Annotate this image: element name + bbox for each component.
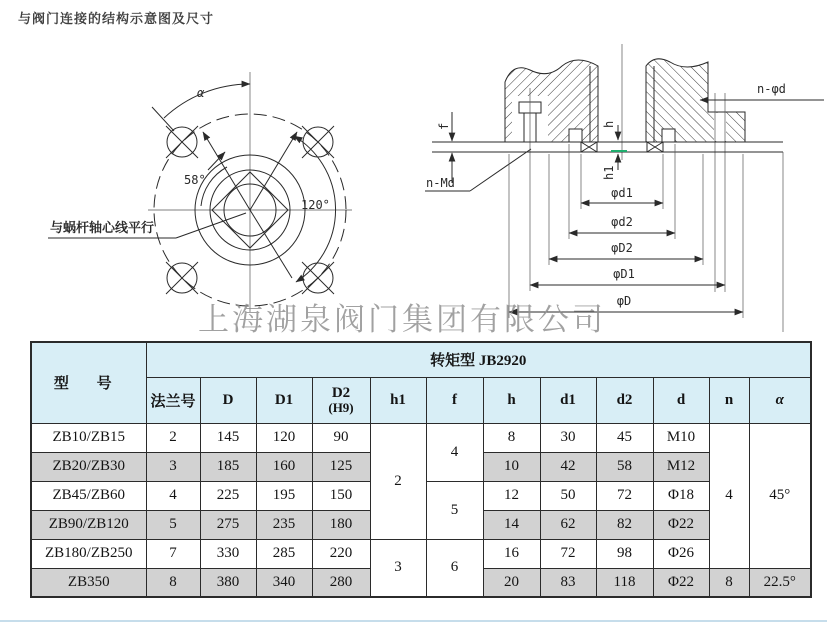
cell-D: 225: [200, 481, 256, 510]
angle-58-label: 58°: [184, 173, 206, 187]
cell-D: 185: [200, 452, 256, 481]
cell-d2: 98: [596, 539, 653, 568]
column-header-d2: d2: [596, 377, 653, 423]
column-header-flange-no: 法兰号: [146, 377, 200, 423]
n-phi-d-label: n-φd: [757, 82, 786, 96]
cell-h: 20: [483, 568, 540, 597]
cell-d2: 45: [596, 423, 653, 452]
worm-axis-note: 与蜗杆轴心线平行: [50, 220, 155, 235]
cell-d1: 30: [540, 423, 596, 452]
cell-h1-merged: 3: [370, 539, 426, 597]
cell-D1: 285: [256, 539, 312, 568]
cell-h: 10: [483, 452, 540, 481]
cell-model: ZB45/ZB60: [31, 481, 146, 510]
cell-D: 380: [200, 568, 256, 597]
cell-flange-no: 8: [146, 568, 200, 597]
table-row: [31, 539, 811, 568]
cell-d2: 72: [596, 481, 653, 510]
arc-alpha: [164, 84, 250, 118]
page-title: 与阀门连接的结构示意图及尺寸: [18, 11, 215, 26]
cell-flange-no: 7: [146, 539, 200, 568]
cell-model: ZB350: [31, 568, 146, 597]
cell-D: 330: [200, 539, 256, 568]
cell-D2: 280: [312, 568, 370, 597]
cell-h: 12: [483, 481, 540, 510]
dim-phi-D-label: φD: [616, 294, 632, 308]
cell-d: M12: [653, 452, 709, 481]
cell-f-merged: 4: [426, 423, 483, 481]
column-header-D: D: [200, 377, 256, 423]
cell-f-merged: 5: [426, 481, 483, 539]
cell-model: ZB20/ZB30: [31, 452, 146, 481]
cell-d1: 72: [540, 539, 596, 568]
cell-model: ZB90/ZB120: [31, 510, 146, 539]
column-header-model: 型 号: [31, 342, 146, 423]
cell-d: Φ22: [653, 510, 709, 539]
column-header-D2-main: D2: [331, 385, 351, 401]
cell-flange-no: 3: [146, 452, 200, 481]
n-Md-label: n-Md: [426, 176, 455, 190]
cell-d: Φ26: [653, 539, 709, 568]
column-header-h: h: [483, 377, 540, 423]
bolt-hole-icon: [166, 262, 198, 294]
alpha-angle-label: α: [197, 86, 205, 100]
cell-d1: 62: [540, 510, 596, 539]
column-header-n: n: [709, 377, 749, 423]
bolt-hole-icon: [302, 126, 334, 158]
column-header-D2: [312, 377, 370, 423]
cell-D2: 125: [312, 452, 370, 481]
cell-D1: 195: [256, 481, 312, 510]
dim-h-label: h: [602, 120, 616, 128]
cell-flange-no: 5: [146, 510, 200, 539]
company-watermark: 上海湖泉阀门集团有限公司: [198, 302, 606, 337]
cell-d: M10: [653, 423, 709, 452]
cell-D1: 235: [256, 510, 312, 539]
cell-D2: 150: [312, 481, 370, 510]
cell-D2: 180: [312, 510, 370, 539]
cell-h1-merged: 2: [370, 423, 426, 539]
column-header-h1: h1: [370, 377, 426, 423]
angle-120-label: 120°: [301, 198, 330, 212]
cell-d1: 50: [540, 481, 596, 510]
bolt-hole-icon: [302, 262, 334, 294]
extension-lines: [509, 144, 743, 318]
cell-D: 275: [200, 510, 256, 539]
cell-model: ZB180/ZB250: [31, 539, 146, 568]
cell-d2: 58: [596, 452, 653, 481]
column-header-D2-tolerance: (H9): [328, 400, 354, 415]
cell-h: 14: [483, 510, 540, 539]
cell-h: 16: [483, 539, 540, 568]
cell-model: ZB10/ZB15: [31, 423, 146, 452]
bolt-hole-icon: [166, 126, 198, 158]
cell-d2: 118: [596, 568, 653, 597]
cell-D2: 220: [312, 539, 370, 568]
flange-front-view-diagram: [48, 72, 352, 312]
dim-phi-d1-label: φd1: [611, 186, 633, 200]
dim-phi-D1-label: φD1: [613, 267, 635, 281]
cell-n-merged: 4: [709, 423, 749, 568]
dim-phi-d2-label: φd2: [611, 215, 633, 229]
column-header-d: d: [653, 377, 709, 423]
group-header-torque-type: 转矩型 JB2920: [146, 342, 811, 377]
column-header-D1: D1: [256, 377, 312, 423]
dim-h1-label: h1: [602, 165, 616, 180]
cell-D1: 120: [256, 423, 312, 452]
cell-d: Φ22: [653, 568, 709, 597]
cell-flange-no: 2: [146, 423, 200, 452]
cell-d1: 42: [540, 452, 596, 481]
cell-D: 145: [200, 423, 256, 452]
dim-f-label: f: [437, 122, 451, 130]
cell-d2: 82: [596, 510, 653, 539]
column-header-d1: d1: [540, 377, 596, 423]
cell-flange-no: 4: [146, 481, 200, 510]
bottom-divider: [0, 620, 827, 622]
cell-f-merged: 6: [426, 539, 483, 597]
column-header-f: f: [426, 377, 483, 423]
cell-alpha: 22.5°: [749, 568, 811, 597]
cell-n: 8: [709, 568, 749, 597]
cell-h: 8: [483, 423, 540, 452]
dim-phi-D2-label: φD2: [611, 241, 633, 255]
cell-d1: 83: [540, 568, 596, 597]
dimension-spec-table: [30, 341, 812, 598]
cell-d: Φ18: [653, 481, 709, 510]
cell-D2: 90: [312, 423, 370, 452]
cell-alpha-merged: 45°: [749, 423, 811, 568]
table-row: [31, 423, 811, 452]
cell-D1: 160: [256, 452, 312, 481]
cell-D1: 340: [256, 568, 312, 597]
column-header-alpha: α: [749, 377, 811, 423]
